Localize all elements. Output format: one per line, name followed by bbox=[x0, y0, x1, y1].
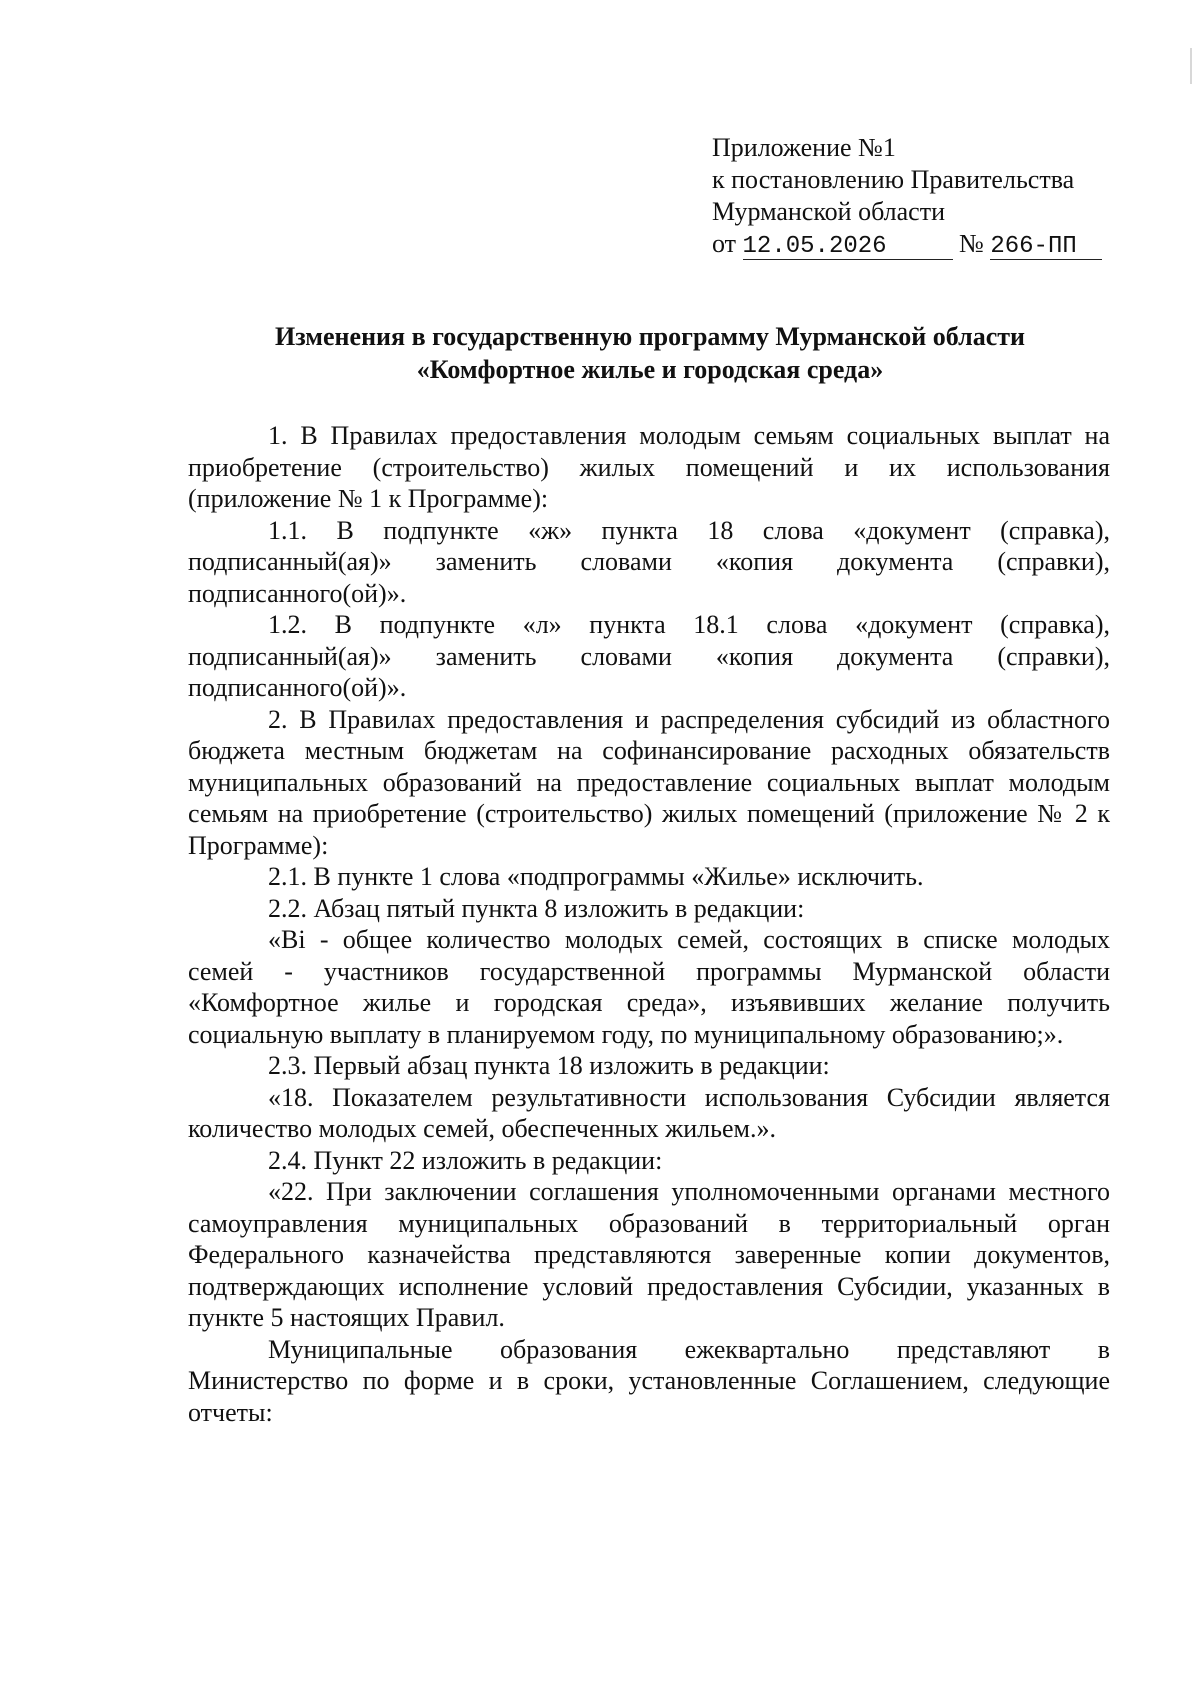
paragraph-1-2: 1.2. В подпункте «л» пункта 18.1 слова «документ (справка), подписанный(ая)» заменить словами «копия документа (справки), подписанного(ой)». bbox=[188, 610, 1110, 702]
number-prefix: № bbox=[959, 229, 984, 258]
paragraph-2-4: 2.4. Пункт 22 изложить в редакции: bbox=[268, 1145, 663, 1175]
paragraph-2-3-quote: «18. Показателем результативности использования Субсидии является количество молодых семей, обеспеченных жильем.». bbox=[188, 1082, 1110, 1143]
scan-edge-mark bbox=[1190, 48, 1192, 84]
appendix-block bbox=[712, 132, 1102, 260]
paragraph-2-2: 2.2. Абзац пятый пункта 8 изложить в редакции: bbox=[268, 893, 805, 923]
paragraph-2-4-reports: Муниципальные образования ежеквартально представляют в Министерство по форме и в сроки, установленные Соглашением, следующие отчеты: bbox=[188, 1334, 1110, 1427]
paragraph-2-1: 2.1. В пункте 1 слова «подпрограммы «Жилье» исключить. bbox=[268, 862, 924, 891]
title-line-1: Изменения в государственную программу Мурманской области bbox=[275, 322, 1025, 351]
paragraph-2: 2. В Правилах предоставления и распределения субсидий из областного бюджета местным бюджетам на софинансирование расходных обязательств муниципальных образований на предоставление социальных выплат молодым семьям на приобретение (строительство) жилых помещений (приложение № 2 к Программе): bbox=[188, 704, 1110, 860]
paragraph-2-4-quote: «22. При заключении соглашения уполномоченными органами местного самоуправления муниципальных образований в территориальный орган Федерального казначейства представляются заверенные копии документов, подтверждающих исполнение условий предоставления Субсидии, указанных в пункте 5 настоящих Правил. bbox=[188, 1177, 1110, 1332]
appendix-resolution: к постановлению Правительства bbox=[712, 165, 1075, 194]
date-prefix: от bbox=[712, 229, 737, 258]
appendix-date-line bbox=[712, 228, 1102, 260]
paragraph-1-1: 1.1. В подпункте «ж» пункта 18 слова «документ (справка), подписанный(ая)» заменить словами «копия документа (справки), подписанного(ой)». bbox=[188, 515, 1110, 608]
document-body bbox=[188, 420, 1110, 1428]
paragraph-1: 1. В Правилах предоставления молодым семьям социальных выплат на приобретение (строительство) жилых помещений и их использования (приложение № 1 к Программе): bbox=[188, 421, 1110, 513]
appendix-number: Приложение №1 bbox=[712, 133, 896, 162]
title-line-2: «Комфортное жилье и городская среда» bbox=[416, 355, 884, 384]
resolution-date: 12.05.2026 bbox=[743, 235, 953, 260]
paragraph-2-2-quote: «Bi - общее количество молодых семей, состоящих в списке молодых семей - участников государственной программы Мурманской области «Комфортное жилье и городская среда», изъявивших желание получить социальную выплату в планируемом году, по муниципальному образованию;». bbox=[188, 925, 1110, 1049]
resolution-number: 266-ПП bbox=[990, 235, 1102, 260]
document-title bbox=[185, 320, 1115, 386]
appendix-region: Мурманской области bbox=[712, 197, 945, 226]
paragraph-2-3: 2.3. Первый абзац пункта 18 изложить в редакции: bbox=[268, 1051, 830, 1080]
